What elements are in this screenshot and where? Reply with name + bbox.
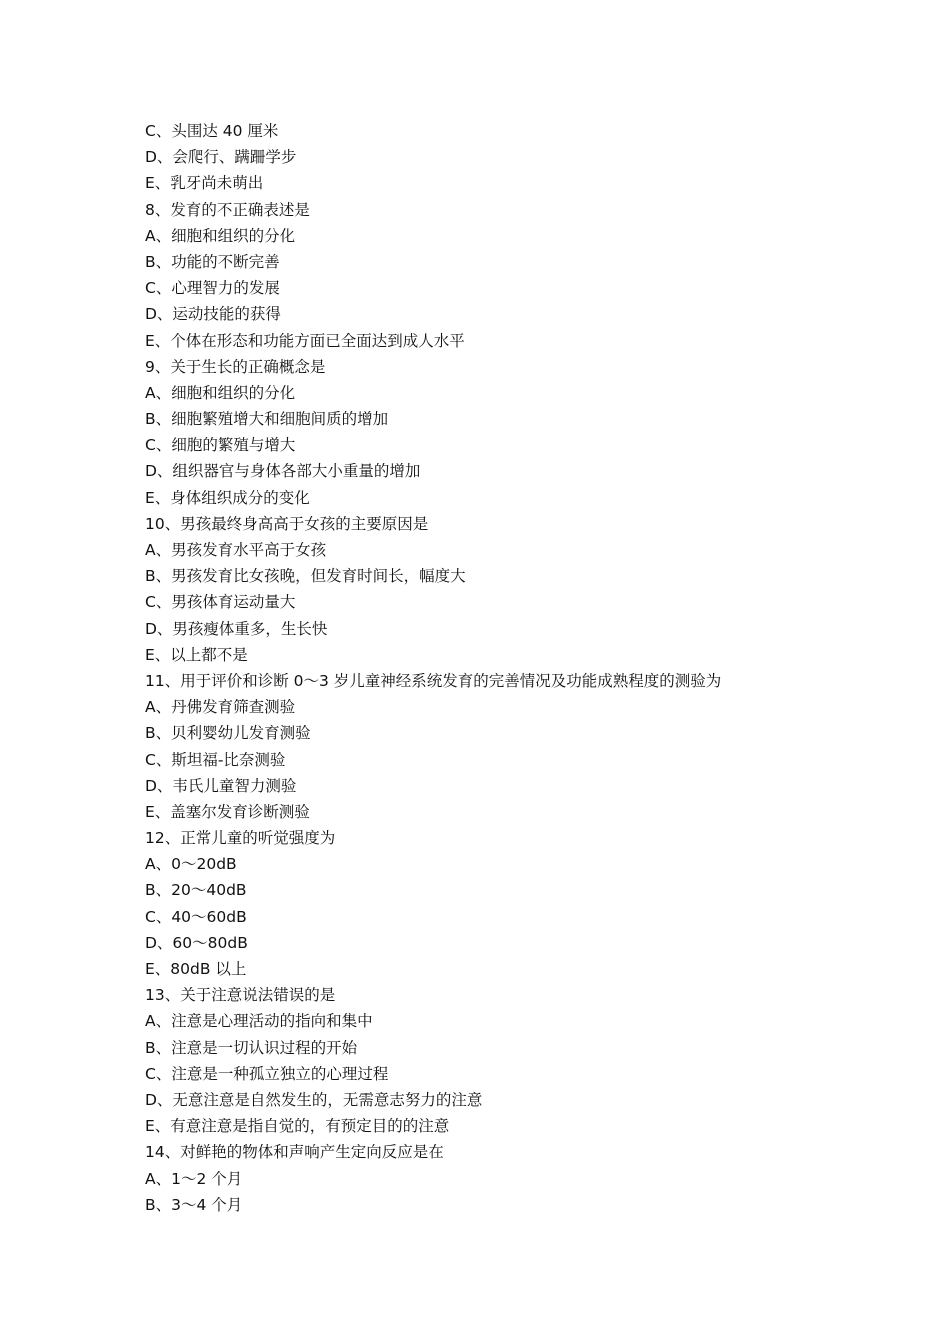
option-line: C、40～60dB (145, 907, 247, 926)
option-line: A、男孩发育水平高于女孩 (145, 541, 327, 559)
question-line: 11、用于评价和诊断 0～3 岁儿童神经系统发育的完善情况及功能成熟程度的测验为 (145, 671, 722, 690)
document-body (145, 118, 925, 1218)
option-line: B、注意是一切认识过程的开始 (145, 1038, 358, 1057)
question-line: 13、关于注意说法错误的是 (145, 986, 336, 1005)
option-line: E、身体组织成分的变化 (145, 488, 310, 507)
option-line: B、20～40dB (145, 881, 247, 900)
option-line: A、细胞和组织的分化 (145, 226, 296, 245)
option-line: E、盖塞尔发育诊断测验 (145, 802, 310, 821)
option-line: D、男孩瘦体重多，生长快 (145, 619, 328, 638)
question-line: 10、男孩最终身高高于女孩的主要原因是 (145, 514, 429, 533)
option-line: D、韦氏儿童智力测验 (145, 776, 297, 795)
option-line: C、心理智力的发展 (145, 279, 280, 298)
option-line: C、男孩体育运动量大 (145, 593, 296, 612)
option-line: A、注意是心理活动的指向和集中 (145, 1012, 373, 1031)
option-line: E、乳牙尚未萌出 (145, 174, 264, 193)
option-line: A、0～20dB (145, 855, 237, 874)
option-line: A、细胞和组织的分化 (145, 383, 296, 402)
option-line: A、1～2 个月 (145, 1169, 243, 1188)
option-line: C、注意是一种孤立独立的心理过程 (145, 1064, 389, 1083)
option-line: D、组织器官与身体各部大小重量的增加 (145, 462, 421, 481)
question-line: 8、发育的不正确表述是 (145, 200, 310, 219)
option-line: B、男孩发育比女孩晚，但发育时间长，幅度大 (145, 567, 466, 586)
option-line: E、个体在形态和功能方面已全面达到成人水平 (145, 331, 465, 350)
option-line: E、80dB 以上 (145, 960, 247, 978)
option-line: D、60～80dB (145, 933, 248, 952)
option-line: E、有意注意是指自觉的，有预定目的的注意 (145, 1117, 450, 1136)
question-line: 14、对鲜艳的物体和声响产生定向反应是在 (145, 1143, 444, 1162)
option-line: E、以上都不是 (145, 645, 248, 664)
option-line: B、功能的不断完善 (145, 252, 280, 271)
option-line: D、无意注意是自然发生的，无需意志努力的注意 (145, 1090, 483, 1109)
option-line: B、贝利婴幼儿发育测验 (145, 724, 311, 743)
option-line: D、运动技能的获得 (145, 305, 281, 324)
question-line: 12、正常儿童的听觉强度为 (145, 829, 336, 848)
option-line: D、会爬行、蹒跚学步 (145, 148, 297, 167)
option-line: C、头围达 40 厘米 (145, 122, 279, 140)
option-line: C、斯坦福-比奈测验 (145, 750, 286, 769)
option-line: B、3～4 个月 (145, 1195, 243, 1214)
option-line: C、细胞的繁殖与增大 (145, 436, 296, 455)
option-line: B、细胞繁殖增大和细胞间质的增加 (145, 410, 389, 429)
option-line: A、丹佛发育筛查测验 (145, 698, 296, 717)
question-line: 9、关于生长的正确概念是 (145, 357, 326, 376)
